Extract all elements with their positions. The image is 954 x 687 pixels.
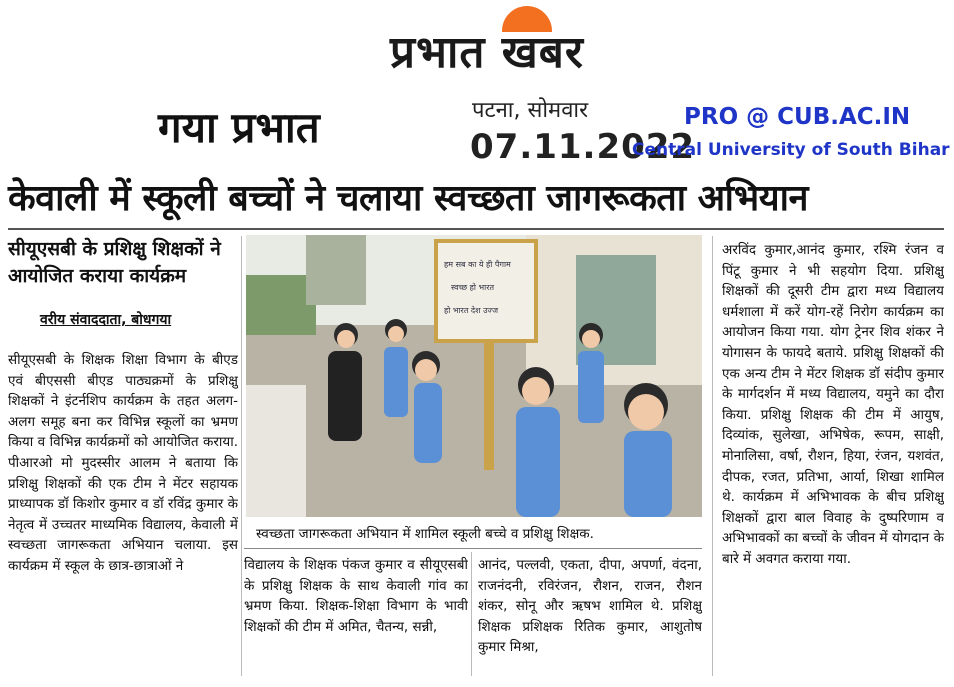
dateline-date: 07.11.2022	[470, 127, 696, 167]
masthead-title: प्रभात खबर	[390, 27, 584, 78]
news-photo	[246, 235, 702, 517]
article-column-3: आनंद, पल्लवी, एकता, दीपा, अपर्णा, वंदना, राजनंदनी, रविरंजन, रौशन, राजन, रौशन शंकर, सोनू और ऋषभ शामिल थे. प्रशिक्षु शिक्षक प्रशिक्षक रितिक कुमार, आशुतोष कुमार मिश्रा,	[478, 557, 702, 656]
placard-line-1: हम सब का ये ही पैगाम	[444, 260, 511, 269]
article-subhead: सीयूएसबी के प्रशिक्षु शिक्षकों ने आयोजित कराया कार्यक्रम	[8, 238, 221, 287]
article-column-2: विद्यालय के शिक्षक पंकज कुमार व सीयूएसबी के प्रशिक्षु शिक्षक के साथ केवाली गांव का भ्रमण किया. शिक्षक-शिक्षा विभाग के भावी शिक्षकों की टीम में अमित, चैतन्य, सन्नी,	[244, 557, 468, 635]
caption-divider	[244, 548, 702, 549]
article-column-4: अरविंद कुमार,आनंद कुमार, रश्मि रंजन व पिंटू कुमार ने भी सहयोग दिया. प्रशिक्षु शिक्षकों की दूसरी टीम द्वारा मध्य विद्यालय धर्मशाला में करें योग-रहें निरोग कार्यक्रम का आयोजन किया गया. योग ट्रेनर शिव शंकर ने योगासन के फायदे बताये. प्रशिक्षु शिक्षकों की एक अन्य टीम ने मेंटर शिक्षक डॉ संदीप कुमार के मार्गदर्शन में मध्य विद्यालय, यमुने का दौरा किया. प्रशिक्षु शिक्षक की टीम में आयुष, दिव्यांक, सुलेखा, अभिषेक, रूपम, साक्षी, मोनालिसा, वर्षा, रौशन, हिया, रंजन, यशवंत, दीपक, रजत, प्रतिभा, आर्या, शिखा शामिल थे. कार्यक्रम में अभिभावक के बीच प्रशिक्षु शिक्षकों द्वारा बाल विवाह के दुष्परिणाम व अभिभावकों का बच्चों के जीवन में योगदान के बारे में अवगत कराया गया.	[722, 242, 944, 567]
pro-email-stamp: PRO @ CUB.AC.IN	[684, 104, 911, 130]
column-divider	[241, 236, 242, 676]
article-column-1: सीयूएसबी के शिक्षक शिक्षा विभाग के बीएड एवं बीएससी बीएड पाठ्यक्रमों के प्रशिक्षु शिक्षकों ने इंटर्नशिप कार्यक्रम के तहत अलग-अलग समूह बना कर विभिन्न स्कूलों का भ्रमण किया व विभिन्न कार्यक्रमों को आयोजित कराया. पीआरओ मो मुदस्सीर आलम ने बताया कि प्रशिक्षु शिक्षकों की एक टीम ने मेंटर सहायक प्राध्यापक डॉ किशोर कुमार व डॉ रविंद्र कुमार के नेतृत्व में उच्चतर माध्यमिक विद्यालय, केवाली में स्वच्छता जागरूकता अभियान चलाया. इस कार्यक्रम में स्कूल के छात्र-छात्राओं ने	[8, 352, 238, 574]
placard-line-3: हो भारत देश उज्ज	[444, 306, 499, 315]
article-byline: वरीय संवाददाता, बोधगया	[40, 312, 172, 328]
dateline-place-day: पटना, सोमवार	[472, 98, 589, 123]
column-divider	[471, 552, 472, 676]
headline-divider	[8, 228, 944, 230]
section-title: गया प्रभात	[158, 103, 320, 152]
university-stamp: Central University of South Bihar	[632, 140, 950, 160]
article-headline: केवाली में स्कूली बच्चों ने चलाया स्वच्छता जागरूकता अभियान	[8, 178, 808, 219]
masthead-logo	[390, 6, 660, 76]
placard-line-2: स्वच्छ हो भारत	[451, 283, 495, 292]
column-divider	[712, 236, 713, 676]
students-rally-illustration	[246, 235, 702, 517]
photo-caption: स्वच्छता जागरूकता अभियान में शामिल स्कूली बच्चे व प्रशिक्षु शिक्षक.	[256, 526, 594, 542]
